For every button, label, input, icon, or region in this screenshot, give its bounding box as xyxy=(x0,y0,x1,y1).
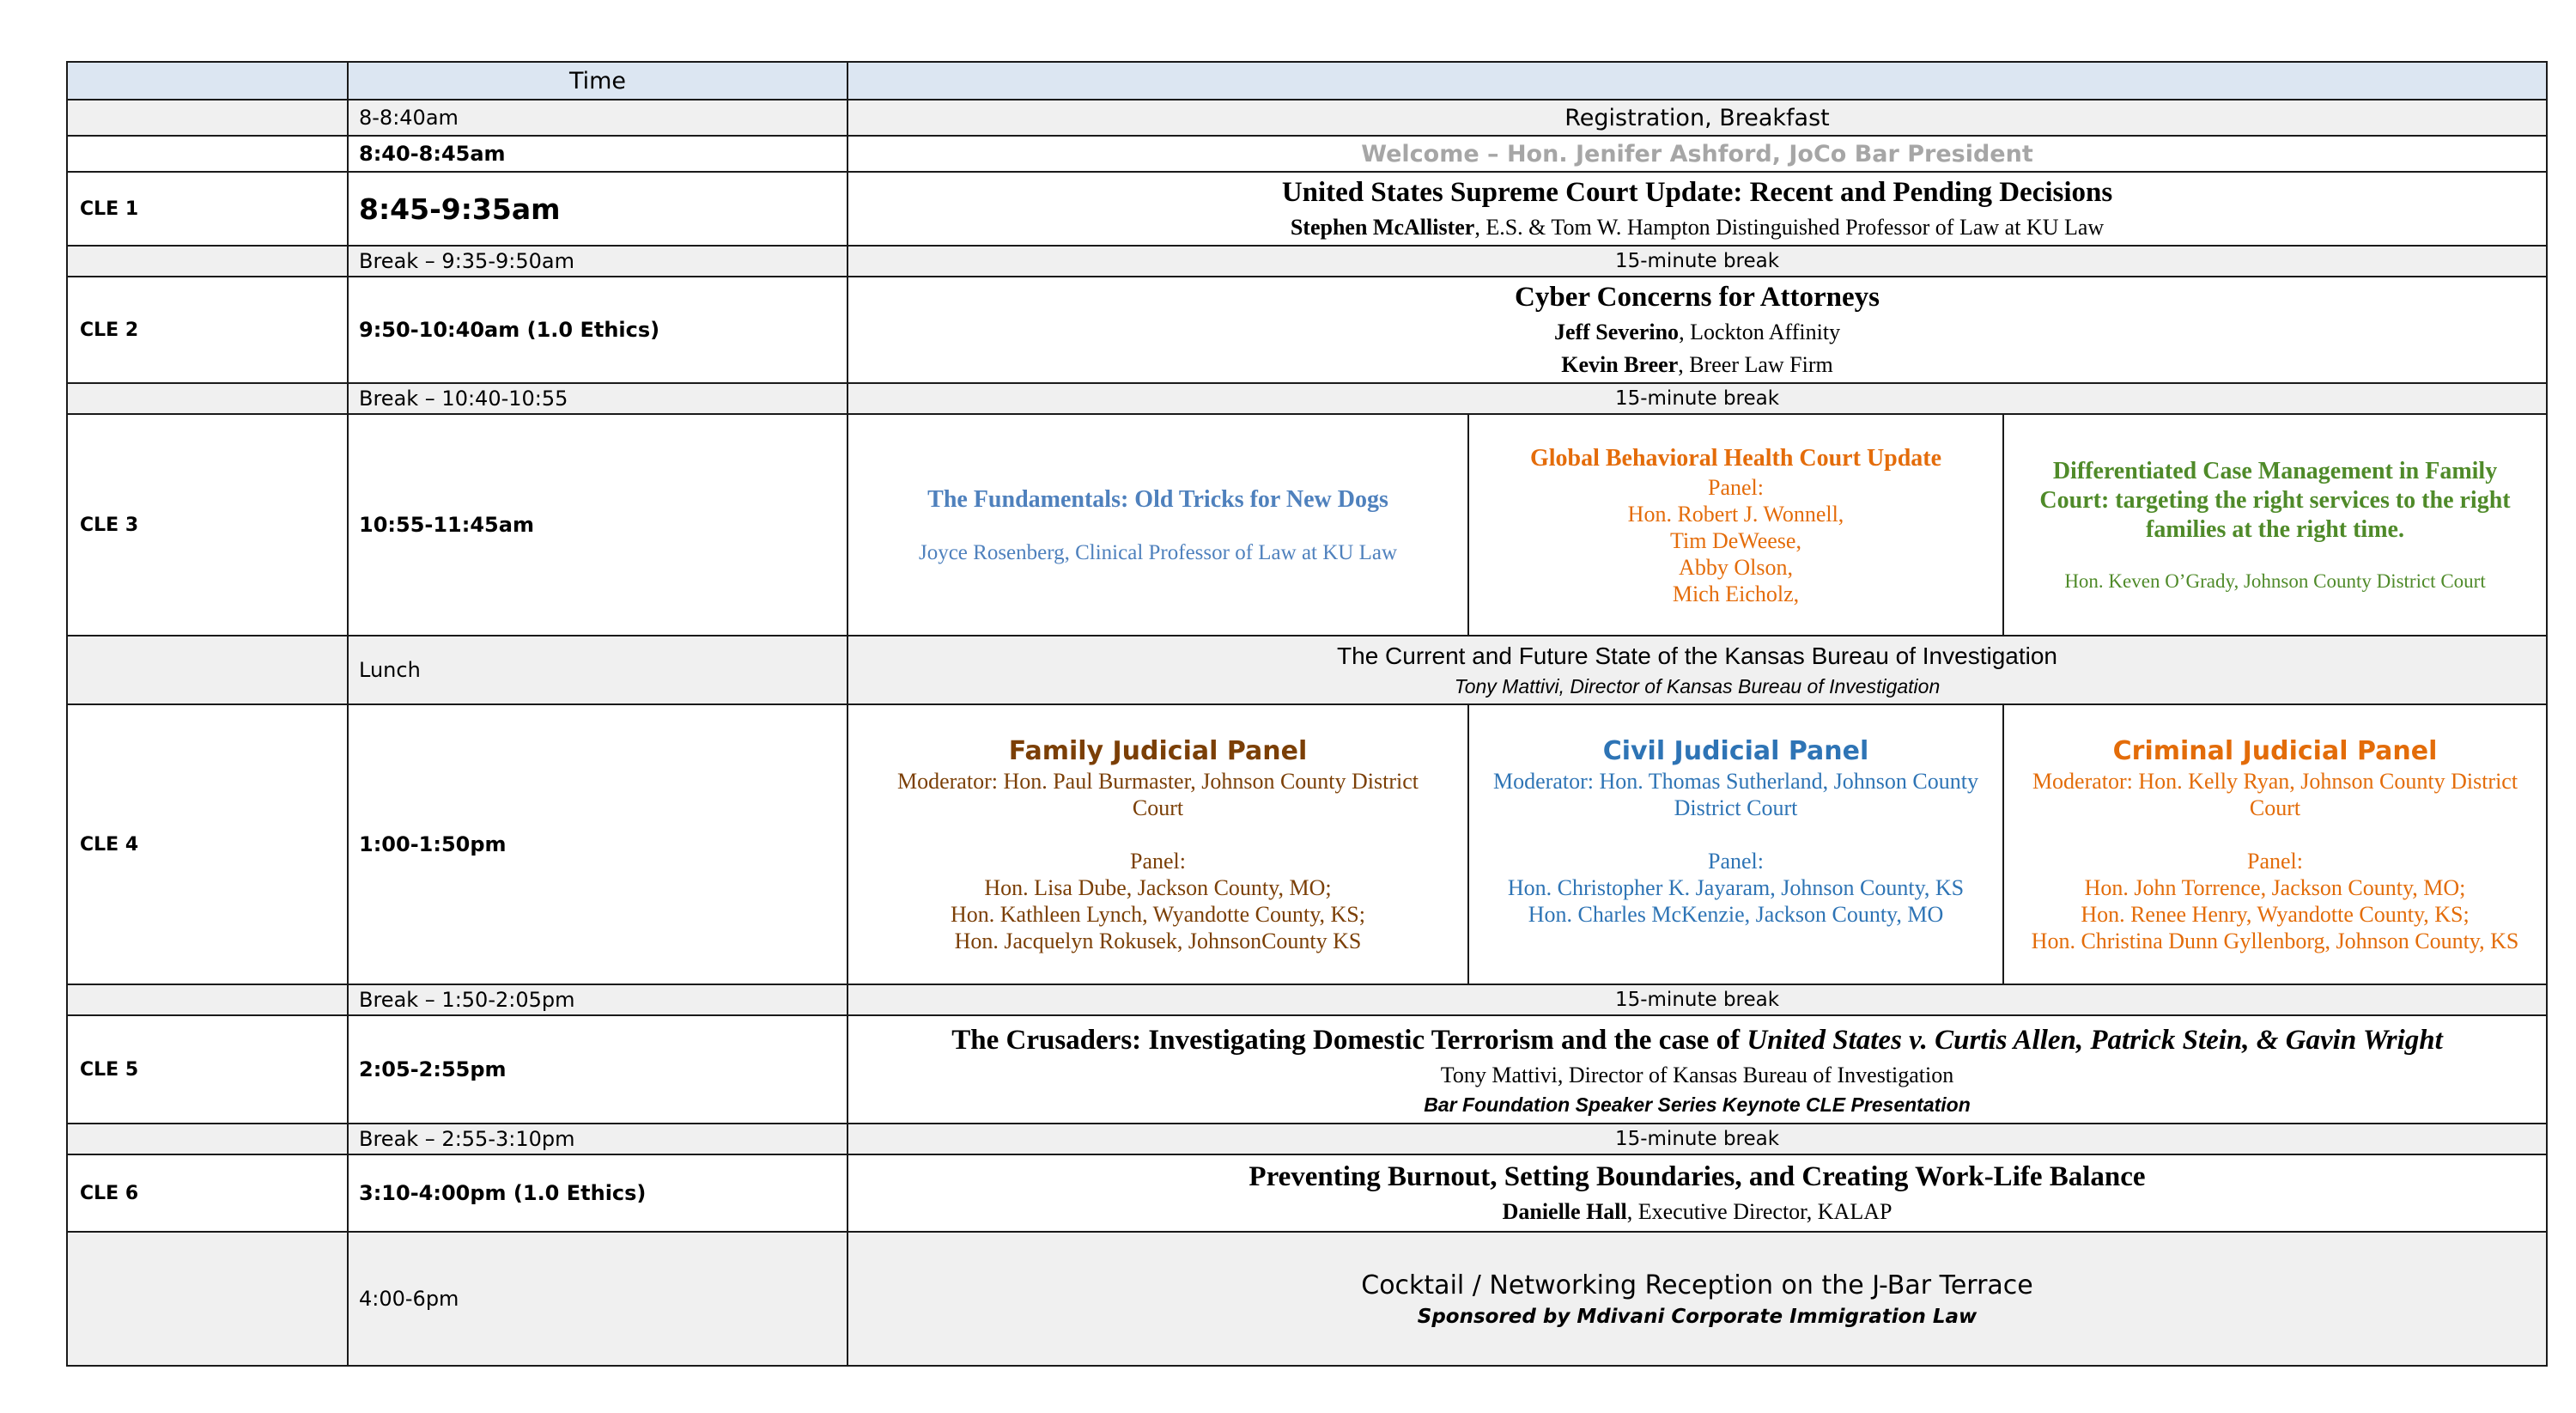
civil-panel-moderator: Moderator: Hon. Thomas Sutherland, Johnson County District Court xyxy=(1493,768,1978,820)
cle1-row xyxy=(67,172,2547,246)
cle2-title: Cyber Concerns for Attorneys xyxy=(1515,282,1880,313)
break2-event: 15-minute break xyxy=(848,383,2547,414)
cle6-session xyxy=(848,1154,2547,1232)
lunch-time: Lunch xyxy=(348,636,848,704)
criminal-panel-title: Criminal Judicial Panel xyxy=(2112,735,2438,766)
cle1-label: CLE 1 xyxy=(67,172,348,246)
cle1-speaker xyxy=(848,211,2546,244)
reception-time: 4:00-6pm xyxy=(348,1232,848,1366)
reception-row xyxy=(67,1232,2547,1366)
cle5-title-prefix: The Crusaders: Investigating Domestic Terrorism and the case of xyxy=(951,1025,1747,1056)
cle3-track-b xyxy=(1468,414,2003,636)
cle6-title: Preventing Burnout, Setting Boundaries, and Creating Work-Life Balance xyxy=(1249,1161,2146,1192)
cle1-time: 8:45-9:35am xyxy=(348,172,848,246)
cle2-row xyxy=(67,277,2547,383)
row-label-cell xyxy=(67,984,348,1015)
reception-sponsor: Sponsored by Mdivani Corporate Immigration Law xyxy=(1417,1306,1978,1328)
header-blank-cell xyxy=(67,62,348,100)
criminal-panel-member: Hon. John Torrence, Jackson County, MO; xyxy=(2084,874,2466,900)
cle5-note: Bar Foundation Speaker Series Keynote CLE Presentation xyxy=(1424,1093,1971,1116)
row-label-cell xyxy=(67,636,348,704)
cle3-track-b-member: Abby Olson, xyxy=(1679,554,1793,580)
cle4-criminal-panel xyxy=(2003,704,2547,984)
lunch-title: The Current and Future State of the Kansas Bureau of Investigation xyxy=(1337,643,2057,669)
cle5-speaker: Tony Mattivi, Director of Kansas Bureau of Investigation xyxy=(1440,1063,1954,1087)
cle4-time: 1:00-1:50pm xyxy=(348,704,848,984)
cle4-row xyxy=(67,704,2547,984)
cle6-row xyxy=(67,1154,2547,1232)
criminal-panel-member: Hon. Christina Dunn Gyllenborg, Johnson County, KS xyxy=(2031,928,2519,953)
reception-title: Cocktail / Networking Reception on the J-Bar Terrace xyxy=(1361,1270,2033,1300)
header-row xyxy=(67,62,2547,100)
cle3-track-b-member: Mich Eicholz, xyxy=(1672,581,1800,606)
family-panel-moderator: Moderator: Hon. Paul Burmaster, Johnson County District Court xyxy=(896,768,1419,820)
schedule-table xyxy=(66,61,2548,1367)
family-panel-member: Hon. Kathleen Lynch, Wyandotte County, KS; xyxy=(951,901,1365,927)
break3-time: Break – 1:50-2:05pm xyxy=(348,984,848,1015)
cle6-label: CLE 6 xyxy=(67,1154,348,1232)
cle2-label: CLE 2 xyxy=(67,277,348,383)
cle3-track-a xyxy=(848,414,1468,636)
civil-panel-label: Panel: xyxy=(1708,848,1764,874)
cle3-track-c-title: Differentiated Case Management in Family Court: targeting the right services to the right families at the right time. xyxy=(2039,458,2511,543)
reception-session xyxy=(848,1232,2547,1366)
cle3-row xyxy=(67,414,2547,636)
cle1-title: United States Supreme Court Update: Recent and Pending Decisions xyxy=(1281,177,2113,208)
cle5-label: CLE 5 xyxy=(67,1015,348,1124)
break4-event: 15-minute break xyxy=(848,1124,2547,1154)
cle1-speaker-name: Stephen McAllister xyxy=(1290,215,1475,240)
civil-panel-member: Hon. Christopher K. Jayaram, Johnson County, KS xyxy=(1507,874,1965,900)
welcome-event: Welcome – Hon. Jenifer Ashford, JoCo Bar President xyxy=(848,136,2547,172)
cle4-label: CLE 4 xyxy=(67,704,348,984)
cle3-track-a-title: The Fundamentals: Old Tricks for New Dogs xyxy=(927,486,1388,513)
cle1-session xyxy=(848,172,2547,246)
registration-row xyxy=(67,100,2547,136)
welcome-row xyxy=(67,136,2547,172)
row-label-cell xyxy=(67,136,348,172)
break2-row xyxy=(67,383,2547,414)
row-label-cell xyxy=(67,246,348,277)
cle3-time: 10:55-11:45am xyxy=(348,414,848,636)
time-header: Time xyxy=(348,62,848,100)
cle6-speaker xyxy=(848,1196,2546,1228)
break3-row xyxy=(67,984,2547,1015)
break1-row xyxy=(67,246,2547,277)
break3-event: 15-minute break xyxy=(848,984,2547,1015)
civil-panel-member: Hon. Charles McKenzie, Jackson County, MO xyxy=(1528,901,1944,927)
cle1-speaker-role: , E.S. & Tom W. Hampton Distinguished Professor of Law at KU Law xyxy=(1474,215,2105,240)
row-label-cell xyxy=(67,100,348,136)
cle2-speaker2-role: , Breer Law Firm xyxy=(1678,352,1833,377)
cle3-track-b-member: Hon. Robert J. Wonnell, xyxy=(1627,501,1844,527)
welcome-time: 8:40-8:45am xyxy=(348,136,848,172)
cle2-speaker2 xyxy=(848,349,2546,381)
lunch-row xyxy=(67,636,2547,704)
registration-time: 8-8:40am xyxy=(348,100,848,136)
family-panel-title: Family Judicial Panel xyxy=(1008,735,1308,766)
break4-time: Break – 2:55-3:10pm xyxy=(348,1124,848,1154)
session-header-cell xyxy=(848,62,2547,100)
break2-time: Break – 10:40-10:55 xyxy=(348,383,848,414)
cle2-speaker1-role: , Lockton Affinity xyxy=(1679,320,1841,344)
cle2-speaker1 xyxy=(848,316,2546,349)
break4-row xyxy=(67,1124,2547,1154)
cle2-speaker1-name: Jeff Severino xyxy=(1553,320,1680,344)
cle6-speaker-role: , Executive Director, KALAP xyxy=(1626,1199,1893,1224)
break1-event: 15-minute break xyxy=(848,246,2547,277)
row-label-cell xyxy=(67,1124,348,1154)
cle3-track-a-speaker: Joyce Rosenberg, Clinical Professor of Law at KU Law xyxy=(918,541,1398,564)
cle5-title-case: United States v. Curtis Allen, Patrick Stein, & Gavin Wright xyxy=(1747,1025,2443,1056)
row-label-cell xyxy=(67,1232,348,1366)
cle5-title xyxy=(848,1021,2546,1059)
lunch-speaker: Tony Mattivi, Director of Kansas Bureau of Investigation xyxy=(1454,675,1941,697)
family-panel-member: Hon. Jacquelyn Rokusek, JohnsonCounty KS xyxy=(954,928,1362,953)
registration-event: Registration, Breakfast xyxy=(848,100,2547,136)
civil-panel-title: Civil Judicial Panel xyxy=(1602,735,1869,766)
criminal-panel-member: Hon. Renee Henry, Wyandotte County, KS; xyxy=(2081,901,2470,927)
cle3-track-b-panel-label: Panel: xyxy=(1708,474,1764,500)
cle3-track-c-speaker: Hon. Keven O’Grady, Johnson County District Court xyxy=(2064,570,2486,592)
cle4-civil-panel xyxy=(1468,704,2003,984)
cle2-speaker2-name: Kevin Breer xyxy=(1561,352,1679,377)
cle3-track-b-member: Tim DeWeese, xyxy=(1670,527,1801,553)
break1-time: Break – 9:35-9:50am xyxy=(348,246,848,277)
cle6-time: 3:10-4:00pm (1.0 Ethics) xyxy=(348,1154,848,1232)
cle6-speaker-name: Danielle Hall xyxy=(1502,1199,1627,1224)
cle5-time: 2:05-2:55pm xyxy=(348,1015,848,1124)
cle5-row xyxy=(67,1015,2547,1124)
cle4-family-panel xyxy=(848,704,1468,984)
lunch-session xyxy=(848,636,2547,704)
cle3-track-b-title: Global Behavioral Health Court Update xyxy=(1529,444,1942,472)
criminal-panel-label: Panel: xyxy=(2247,848,2304,874)
cle3-track-c xyxy=(2003,414,2547,636)
family-panel-label: Panel: xyxy=(1130,848,1186,874)
family-panel-member: Hon. Lisa Dube, Jackson County, MO; xyxy=(984,874,1332,900)
cle2-session xyxy=(848,277,2547,383)
cle2-time: 9:50-10:40am (1.0 Ethics) xyxy=(348,277,848,383)
cle5-session xyxy=(848,1015,2547,1124)
criminal-panel-moderator: Moderator: Hon. Kelly Ryan, Johnson County District Court xyxy=(2032,768,2518,820)
row-label-cell xyxy=(67,383,348,414)
cle3-label: CLE 3 xyxy=(67,414,348,636)
